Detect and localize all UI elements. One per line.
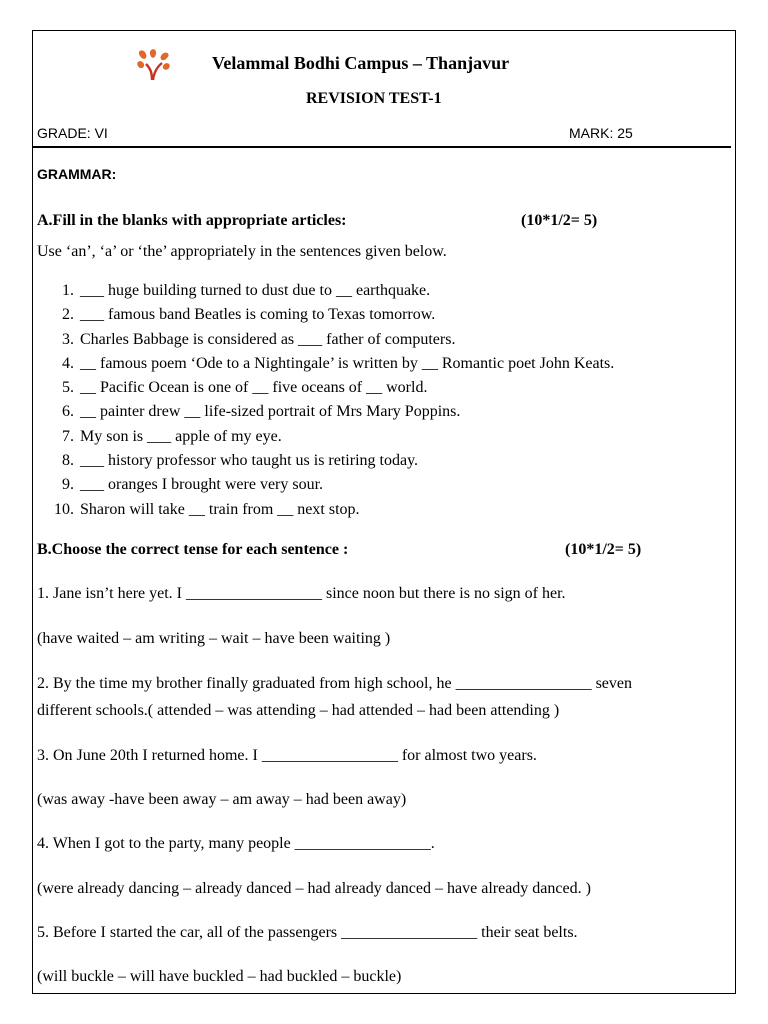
header-divider xyxy=(33,146,731,148)
article-question-item xyxy=(52,498,614,522)
test-title: REVISION TEST-1 xyxy=(306,90,442,107)
question-number: 9. xyxy=(62,476,74,494)
articles-question-list xyxy=(52,279,614,522)
question-number: 3. xyxy=(62,330,74,348)
tense-options-line: different schools.( attended – was attending – had attended – had been attending ) xyxy=(37,702,560,719)
tense-options-line: (have waited – am writing – wait – have been waiting ) xyxy=(37,630,391,647)
article-question-item xyxy=(52,352,614,376)
bodhi-tree-logo-icon xyxy=(134,46,174,82)
school-name: Velammal Bodhi Campus – Thanjavur xyxy=(212,53,510,73)
article-question-item xyxy=(52,473,614,497)
question-number: 8. xyxy=(62,452,74,470)
grade-label: GRADE: VI xyxy=(37,125,108,141)
question-number: 6. xyxy=(62,403,74,421)
article-question-item xyxy=(52,303,614,327)
question-text: Charles Babbage is considered as ___ father of computers. xyxy=(80,330,456,348)
section-b-marks: (10*1/2= 5) xyxy=(565,541,642,558)
question-number: 10. xyxy=(54,500,74,518)
question-text: __ painter drew __ life-sized portrait of Mrs Mary Poppins. xyxy=(80,403,461,421)
section-a-heading: A.Fill in the blanks with appropriate articles: xyxy=(37,212,347,229)
question-number: 7. xyxy=(62,427,74,445)
mark-label: MARK: 25 xyxy=(569,125,633,141)
tense-question-line: 5. Before I started the car, all of the passengers _________________ their seat belts. xyxy=(37,924,578,941)
section-a-instruction: Use ‘an’, ‘a’ or ‘the’ appropriately in the sentences given below. xyxy=(37,243,447,260)
tense-question-line: 1. Jane isn’t here yet. I _________________ since noon but there is no sign of her. xyxy=(37,585,566,602)
question-text: My son is ___ apple of my eye. xyxy=(80,427,282,445)
question-text: ___ history professor who taught us is retiring today. xyxy=(80,452,419,470)
article-question-item xyxy=(52,328,614,352)
section-a-marks: (10*1/2= 5) xyxy=(521,212,598,229)
grammar-label: GRAMMAR: xyxy=(37,166,117,182)
question-text: __ Pacific Ocean is one of __ five oceans of __ world. xyxy=(80,379,428,397)
question-text: ___ famous band Beatles is coming to Texas tomorrow. xyxy=(80,306,436,324)
tense-options-line: (will buckle – will have buckled – had buckled – buckle) xyxy=(37,968,402,985)
question-text: ___ oranges I brought were very sour. xyxy=(80,476,324,494)
tense-question-line: 3. On June 20th I returned home. I _________________ for almost two years. xyxy=(37,747,537,764)
article-question-item xyxy=(52,425,614,449)
tense-question-line: 4. When I got to the party, many people _________________. xyxy=(37,835,435,852)
school-logo xyxy=(134,46,174,82)
tense-options-line: (was away -have been away – am away – had been away) xyxy=(37,791,407,808)
tense-options-line: (were already dancing – already danced – had already danced – have already danced. ) xyxy=(37,880,591,897)
question-number: 2. xyxy=(62,306,74,324)
question-text: ___ huge building turned to dust due to __ earthquake. xyxy=(80,282,431,299)
section-b-heading: B.Choose the correct tense for each sentence : xyxy=(37,541,349,558)
question-number: 1. xyxy=(62,282,74,299)
article-question-item xyxy=(52,279,614,303)
article-question-item xyxy=(52,449,614,473)
article-question-item xyxy=(52,400,614,424)
article-question-item xyxy=(52,376,614,400)
question-number: 5. xyxy=(62,379,74,397)
question-text: __ famous poem ‘Ode to a Nightingale’ is written by __ Romantic poet John Keats. xyxy=(80,354,615,372)
question-text: Sharon will take __ train from __ next stop. xyxy=(80,500,360,518)
tense-question-line: 2. By the time my brother finally graduated from high school, he _________________ seven xyxy=(37,675,632,692)
question-number: 4. xyxy=(62,354,74,372)
